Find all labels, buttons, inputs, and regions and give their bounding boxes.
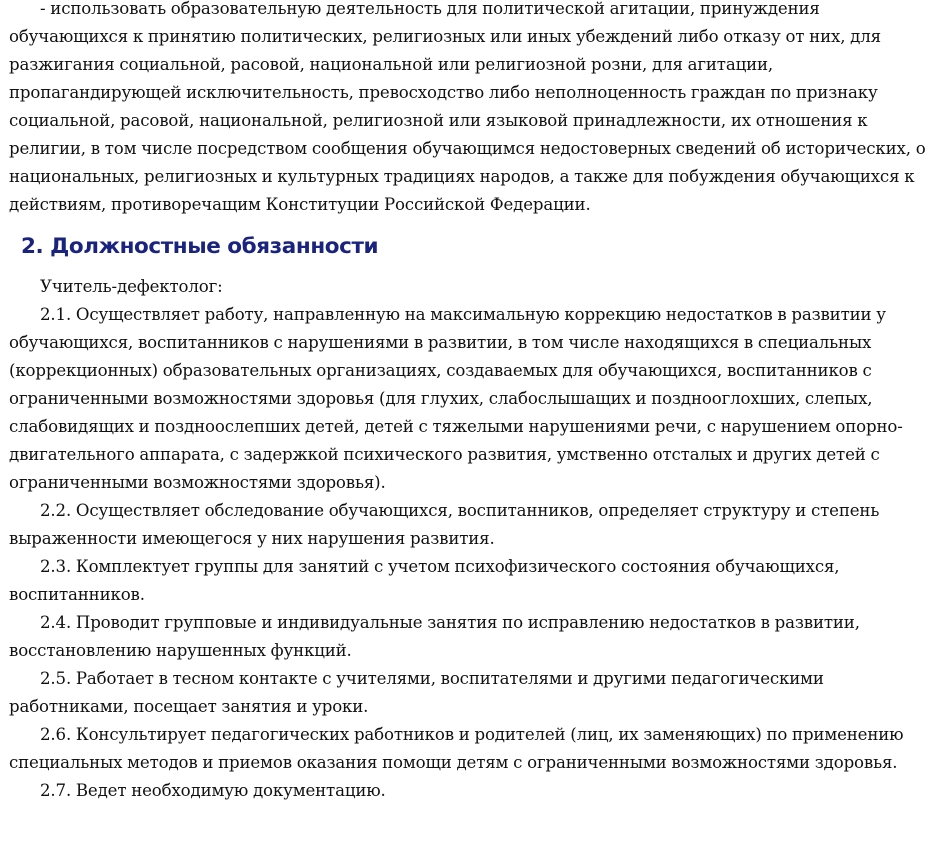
section-lead: Учитель-дефектолог: bbox=[40, 277, 223, 296]
duty-item-2-4: 2.4. Проводит групповые и индивидуальные занятия по исправлению недостатков в развитии, восстановлению нарушенных функций. bbox=[9, 613, 860, 660]
duty-item-2-1: 2.1. Осуществляет работу, направленную на максимальную коррекцию недостатков в развитии у обучающихся, воспитанников с нарушениями в развитии, в том числе находящихся в специальных (коррекционных) образовательных организациях, создаваемых для обучающихся, воспитанников с ограниченными возможностями здоровья (для глухих, слабослышащих и позднооглохших, слепых, слабовидящих и поздноослепших детей, детей с тяжелыми нарушениями речи, с нарушением опорно-двигательного аппарата, с задержкой психического развития, умственно отсталых и других детей с ограниченными возможностями здоровья). bbox=[9, 305, 903, 492]
duty-item-2-3: 2.3. Комплектует группы для занятий с учетом психофизического состояния обучающихся, воспитанников. bbox=[9, 557, 840, 604]
intro-paragraph: - использовать образовательную деятельность для политической агитации, принуждения обучающихся к принятию политических, религиозных или иных убеждений либо отказу от них, для разжигания социальной, расовой, национальной или религиозной розни, для агитации, пропагандирующей исключительность, превосходство либо неполноценность граждан по признаку социальной, расовой, национальной, религиозной или языковой принадлежности, их отношения к религии, в том числе посредством сообщения обучающимся недостоверных сведений об исторических, о национальных, религиозных и культурных традициях народов, а также для побуждения обучающихся к действиям, противоречащим Конституции Российской Федерации. bbox=[9, 0, 926, 214]
duty-item-2-7: 2.7. Ведет необходимую документацию. bbox=[40, 781, 386, 800]
duty-item-2-5: 2.5. Работает в тесном контакте с учителями, воспитателями и другими педагогическими работниками, посещает занятия и уроки. bbox=[9, 669, 824, 716]
section-heading: 2. Должностные обязанности bbox=[21, 234, 379, 259]
duty-item-2-6: 2.6. Консультирует педагогических работников и родителей (лиц, их заменяющих) по применению специальных методов и приемов оказания помощи детям с ограниченными возможностями здоровья. bbox=[9, 725, 904, 772]
document-body bbox=[9, 0, 941, 805]
duty-item-2-2: 2.2. Осуществляет обследование обучающихся, воспитанников, определяет структуру и степень выраженности имеющегося у них нарушения развития. bbox=[9, 501, 880, 548]
